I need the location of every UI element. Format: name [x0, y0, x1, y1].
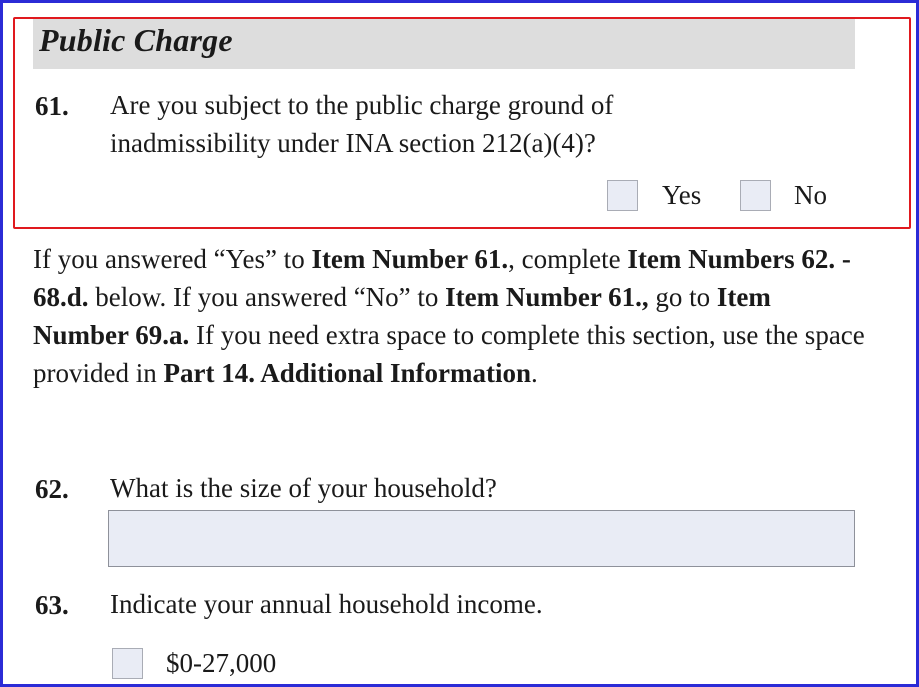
- instr-text-5: If you need extra space to complete this section, use the space provided in: [33, 320, 865, 388]
- instr-text-1: If you answered “Yes” to: [33, 244, 312, 274]
- instr-ref-item-61: Item Number 61.: [311, 244, 509, 274]
- question-61-line-1: Are you subject to the public charge ground of: [110, 90, 614, 120]
- instr-ref-item-61-b: Item Number 61.,: [445, 282, 649, 312]
- income-0-27000-checkbox[interactable]: [112, 648, 143, 679]
- instr-ref-part-14: Part 14. Additional Information: [163, 358, 532, 388]
- instr-text-3: below. If you answered “No” to: [88, 282, 446, 312]
- household-size-field[interactable]: [108, 510, 855, 567]
- instr-text-4: go to: [648, 282, 717, 312]
- instructions-paragraph: [33, 240, 873, 392]
- question-61-number: 61.: [35, 91, 69, 121]
- instr-ref-items-62-68: Item Numbers 62. - 68.d.: [33, 244, 851, 312]
- no-label: No: [794, 180, 827, 210]
- question-62-number: 62.: [35, 474, 69, 504]
- yes-label: Yes: [662, 180, 702, 210]
- instr-text-6: .: [531, 358, 538, 388]
- instr-ref-item-69a: Item Number 69.a.: [33, 282, 771, 350]
- question-63-number: 63.: [35, 590, 69, 620]
- section-title: Public Charge: [39, 22, 233, 58]
- question-63-text: Indicate your annual household income.: [110, 589, 543, 619]
- question-62-text: What is the size of your household?: [110, 473, 497, 503]
- no-checkbox[interactable]: [740, 180, 771, 211]
- instr-text-2: , complete: [508, 244, 628, 274]
- income-0-27000-label: $0-27,000: [166, 648, 277, 678]
- question-61-text: [110, 86, 613, 162]
- yes-checkbox[interactable]: [607, 180, 638, 211]
- question-61-line-2: inadmissibility under INA section 212(a)(4)?: [110, 128, 596, 158]
